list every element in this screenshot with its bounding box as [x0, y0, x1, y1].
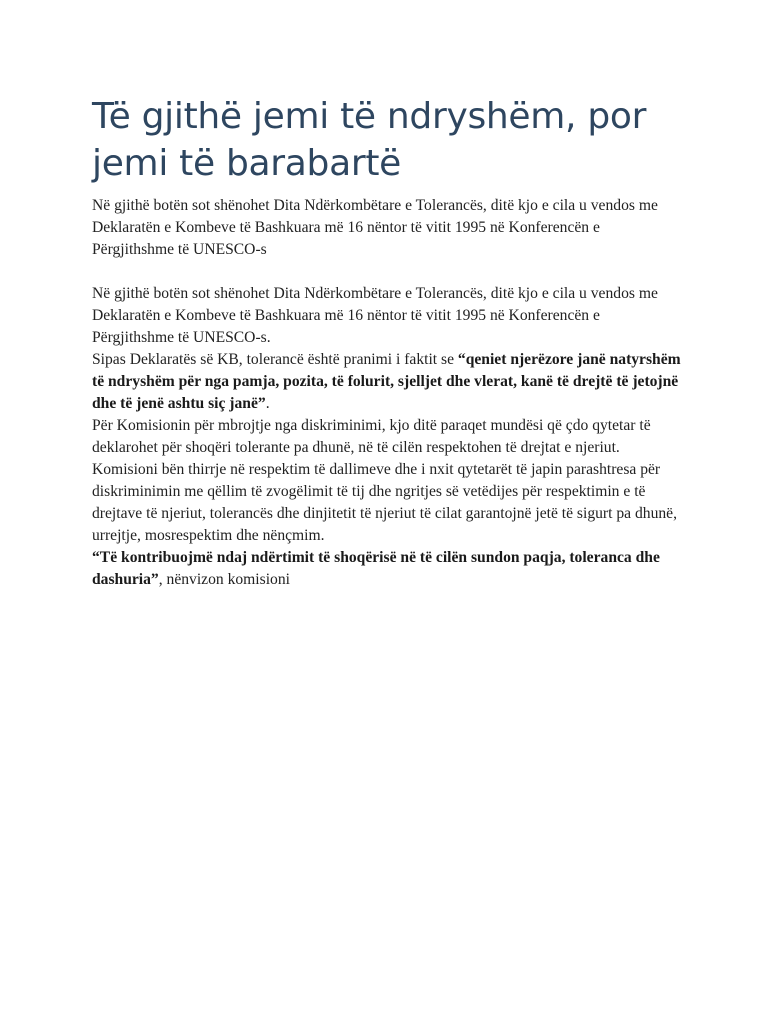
paragraph-5 [92, 547, 682, 591]
tolerance-definition-quote: “qeniet njerëzore janë natyrshëm të ndryshëm për nga pamja, pozita, të folurit, sjelljet dhe vlerat, kanë të drejtë të jetojnë dhe të jenë ashtu siç janë” [92, 351, 681, 412]
paragraph-2-intro: Sipas Deklaratës së KB, tolerancë është pranimi i faktit se [92, 351, 458, 368]
paragraph-3: Për Komisionin për mbrojtje nga diskriminimi, kjo ditë paraqet mundësi që çdo qytetar të deklarohet për shoqëri tolerante pa dhunë, në të cilën respektohen të drejtat e njeriut. [92, 417, 651, 456]
article-body [92, 283, 682, 591]
commission-quote: “Të kontribuojmë ndaj ndërtimit të shoqërisë në të cilën sundon paqja, toleranca dhe dashuria” [92, 549, 660, 588]
article [92, 93, 682, 591]
paragraph-1: Në gjithë botën sot shënohet Dita Ndërkombëtare e Tolerancës, ditë kjo e cila u vendos me Deklaratën e Kombeve të Bashkuara më 16 nëntor të vitit 1995 në Konferencën e Përgjithshme të UNESCO-s. [92, 285, 658, 346]
paragraph-2-end: . [265, 395, 270, 412]
paragraph-2 [92, 349, 682, 415]
article-lead: Në gjithë botën sot shënohet Dita Ndërkombëtare e Tolerancës, ditë kjo e cila u vendos me Deklaratën e Kombeve të Bashkuara më 16 nëntor të vitit 1995 në Konferencën e Përgjithshme të UNESCO-s [92, 197, 658, 258]
paragraph-4: Komisioni bën thirrje në respektim të dallimeve dhe i nxit qytetarët të japin parashtresa për diskriminimin me qëllim të zvogëlimit të tij dhe ngritjes së vetëdijes për respektimin e të drejtave të njeriut, tolerancës dhe dinjitetit të njeriut të cilat garantojnë jetë të sigurt pa dhunë, urrejtje, mosrespektim dhe nënçmim. [92, 461, 677, 544]
article-title: Të gjithë jemi të ndryshëm, por jemi të barabartë [92, 96, 647, 184]
paragraph-5-attribution: , nënvizon komisioni [158, 571, 290, 588]
